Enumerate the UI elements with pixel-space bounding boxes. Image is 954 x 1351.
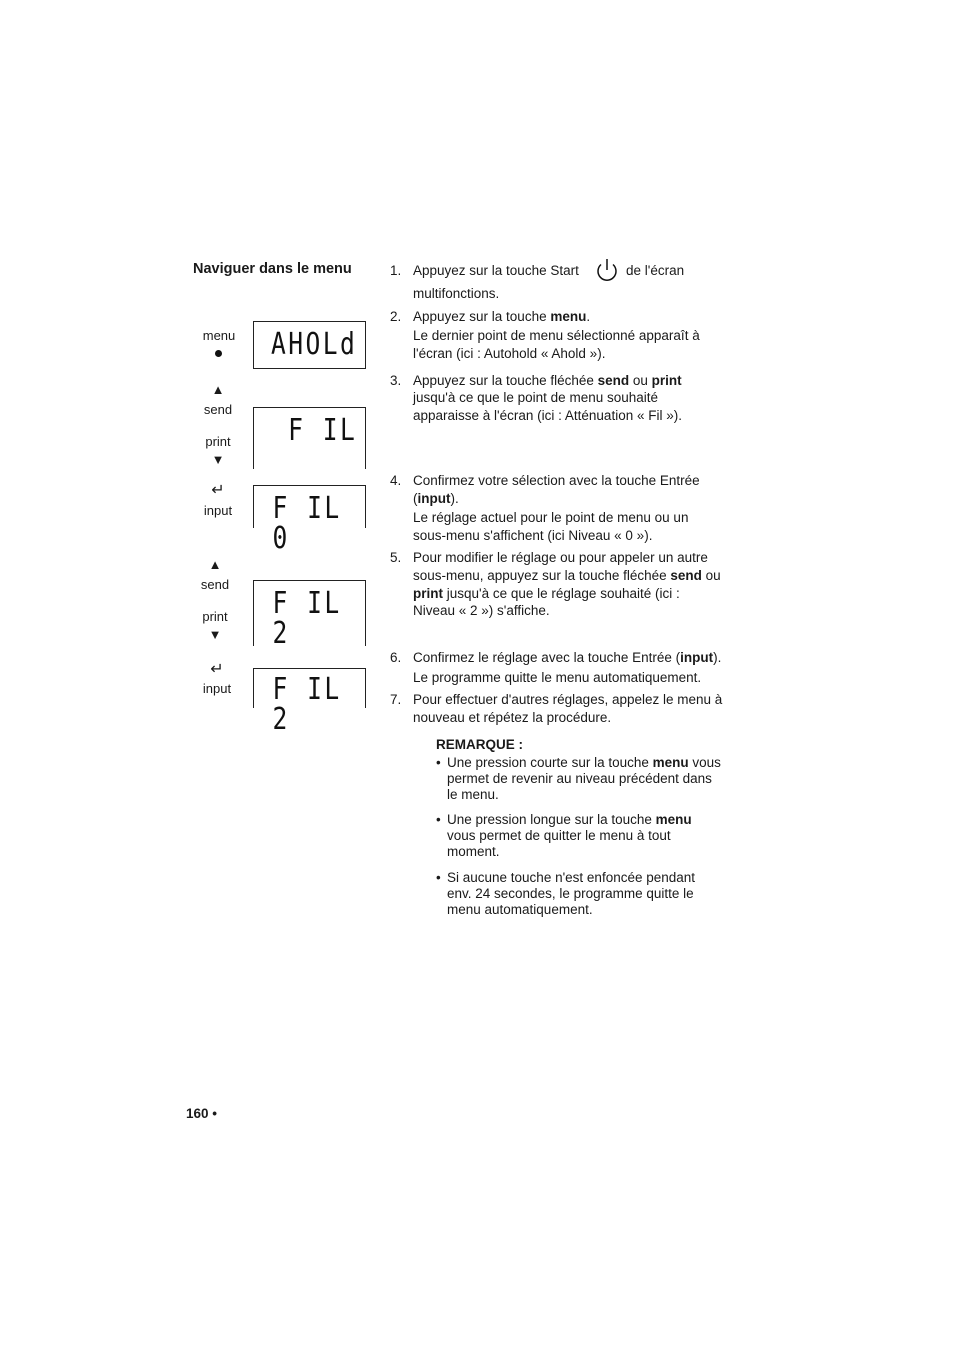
- lcd-text-2: F IL: [287, 413, 357, 448]
- step-number: 7.: [390, 692, 402, 707]
- lcd-text-4: F IL 2: [272, 586, 342, 651]
- note-2-line-2: vous permet de quitter le menu à tout: [447, 828, 671, 843]
- enter-arrow-icon: ↵: [210, 661, 224, 678]
- enter-arrow-icon: ↵: [211, 482, 225, 499]
- note-2-line-3: moment.: [447, 844, 500, 859]
- step-4-line-2: (input).: [413, 491, 459, 506]
- lcd-display-5: [253, 668, 366, 737]
- step-number: 1.: [390, 263, 402, 278]
- step-3-line-2: jusqu'à ce que le point de menu souhaité: [413, 390, 659, 405]
- step-number: 4.: [390, 473, 402, 488]
- lcd-display-1: [253, 321, 366, 369]
- up-arrow-icon: ▲: [208, 557, 222, 572]
- step-5-line-3: print jusqu'à ce que le réglage souhaité (ici :: [413, 586, 680, 601]
- step-number: 2.: [390, 309, 402, 324]
- lcd-text-3: F IL 0: [272, 491, 342, 556]
- step-5-line-1: Pour modifier le réglage ou pour appeler un autre: [413, 550, 708, 565]
- lcd-text-5: F IL 2: [272, 672, 342, 737]
- step-number: 3.: [390, 373, 402, 388]
- step-7-line-1: Pour effectuer d'autres réglages, appelez le menu à: [413, 692, 723, 707]
- bullet-icon: •: [436, 812, 441, 827]
- note-3-line-1: Si aucune touche n'est enfoncée pendant: [447, 870, 696, 885]
- step-4-line-4: sous-menu s'affichent (ici Niveau « 0 »).: [413, 528, 653, 543]
- step-1-text-c: multifonctions.: [413, 286, 500, 301]
- power-icon: [594, 257, 620, 285]
- note-1-line-3: le menu.: [447, 787, 499, 802]
- step-6-line-1: Confirmez le réglage avec la touche Entrée (input).: [413, 650, 722, 665]
- input-key-label: input: [202, 681, 232, 696]
- step-3-line-3: apparaisse à l'écran (ici : Atténuation « Fil »).: [413, 408, 682, 423]
- note-2-line-1: Une pression longue sur la touche menu: [447, 812, 692, 827]
- step-2-line-2: Le dernier point de menu sélectionné apparaît à: [413, 328, 700, 343]
- lcd-display-3: [253, 485, 366, 556]
- note-title: REMARQUE :: [436, 737, 523, 752]
- step-6-line-2: Le programme quitte le menu automatiquement.: [413, 670, 702, 685]
- down-arrow-icon: ▼: [208, 627, 222, 642]
- step-number: 6.: [390, 650, 402, 665]
- lcd-text-1: AHOLd: [270, 327, 357, 362]
- step-2-line-3: l'écran (ici : Autohold « Ahold »).: [413, 346, 606, 361]
- input-key-label: input: [203, 503, 233, 518]
- step-5-line-4: Niveau « 2 ») s'affiche.: [413, 603, 550, 618]
- note-1-line-2: permet de revenir au niveau précédent dans: [447, 771, 712, 786]
- note-1-line-1: Une pression courte sur la touche menu vous: [447, 755, 721, 770]
- page-number: 160 •: [186, 1106, 218, 1121]
- down-arrow-icon: ▼: [211, 452, 225, 467]
- step-4-line-3: Le réglage actuel pour le point de menu ou un: [413, 510, 689, 525]
- step-number: 5.: [390, 550, 402, 565]
- menu-key-label: menu: [202, 328, 236, 343]
- menu-dot-icon: [215, 350, 222, 357]
- note-3-line-2: env. 24 secondes, le programme quitte le: [447, 886, 694, 901]
- step-5-line-2: sous-menu, appuyez sur la touche fléchée send ou: [413, 568, 721, 583]
- send-key-label: send: [200, 577, 230, 592]
- note-3-line-3: menu automatiquement.: [447, 902, 593, 917]
- step-1-text-a: Appuyez sur la touche Start: [413, 263, 579, 278]
- step-2-line-1: Appuyez sur la touche menu.: [413, 309, 591, 324]
- step-3-line-1: Appuyez sur la touche fléchée send ou print: [413, 373, 682, 388]
- print-key-label: print: [202, 609, 228, 624]
- lcd-display-4: [253, 580, 366, 651]
- up-arrow-icon: ▲: [211, 382, 225, 397]
- print-key-label: print: [205, 434, 231, 449]
- section-heading: Naviguer dans le menu: [193, 261, 352, 277]
- step-7-line-2: nouveau et répétez la procédure.: [413, 710, 612, 725]
- send-key-label: send: [203, 402, 233, 417]
- bullet-icon: •: [436, 755, 441, 770]
- bullet-icon: •: [436, 870, 441, 885]
- lcd-display-2: [253, 407, 366, 469]
- step-4-line-1: Confirmez votre sélection avec la touche Entrée: [413, 473, 700, 488]
- step-1-text-b: de l'écran: [626, 263, 685, 278]
